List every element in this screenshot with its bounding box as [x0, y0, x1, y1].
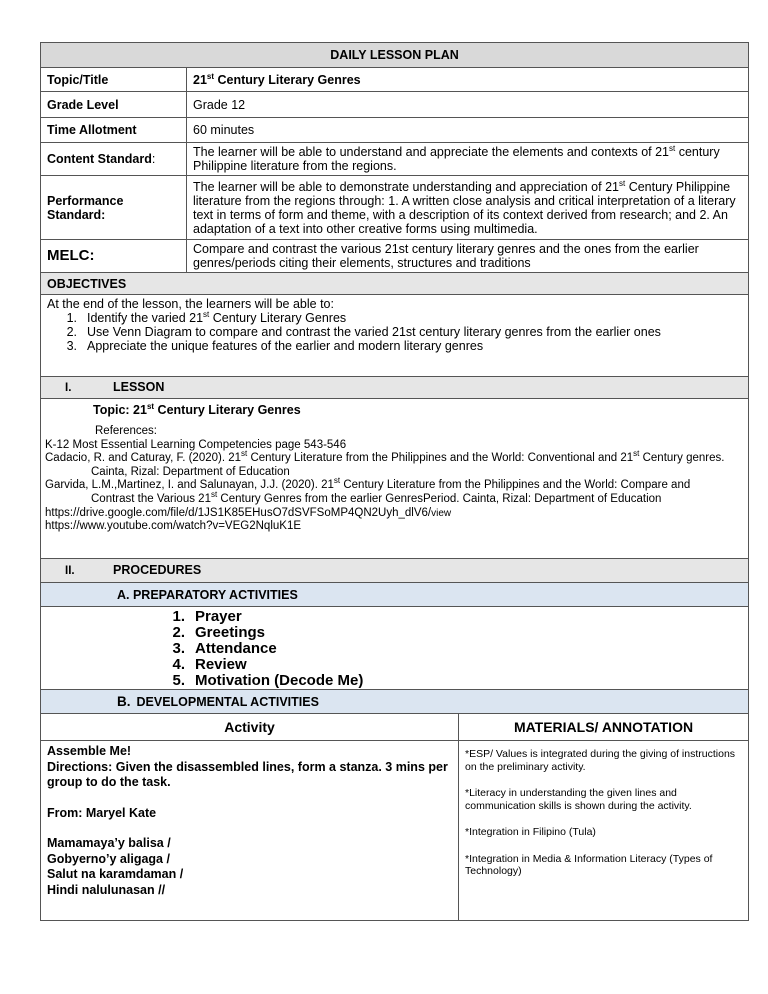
activity-source: From: Maryel Kate — [47, 805, 157, 820]
reference-link-1[interactable]: https://drive.google.com/file/d/1JS1K85EHusO7dSVFSoMP4QN2Uyh_dlV6/view — [45, 506, 452, 519]
objectives-list — [47, 311, 742, 353]
list-item: 5. Motivation (Decode Me) — [172, 672, 364, 689]
topic-label: Topic/Title — [41, 68, 187, 92]
reference-link-2[interactable]: https://www.youtube.com/watch?v=VEG2NqluK1E — [45, 520, 302, 533]
grade-label: Grade Level — [41, 92, 187, 118]
lesson-plan-page — [40, 42, 748, 921]
procedures-heading: II. PROCEDURES — [41, 559, 749, 583]
time-label: Time Allotment — [41, 118, 187, 143]
preparatory-list — [41, 607, 749, 690]
poem-line: Gobyerno’y aligaga / — [47, 851, 170, 866]
activity-title: Assemble Me! — [47, 744, 132, 758]
poem — [47, 836, 452, 898]
page-title: DAILY LESSON PLAN — [41, 43, 749, 68]
lesson-body — [41, 399, 749, 559]
poem-line: Mamamaya’y balisa / — [47, 836, 171, 850]
reference-3: Garvida, L.M.,Martinez, I. and Salunayan, J.J. (2020). 21st Century Literature from the Philippines and the World: Compare and — [45, 476, 691, 492]
activity-column-header: Activity — [41, 714, 459, 741]
references-label: References: — [95, 425, 158, 437]
annotation-cell — [459, 741, 749, 921]
melc-value: Compare and contrast the various 21st century literary genres and the ones from the earlier genres/periods citing their elements, structures and traditions — [187, 240, 749, 273]
objectives-body — [41, 295, 749, 377]
performance-standard-value: The learner will be able to demonstrate understanding and appreciation of 21st Century Philippine literature from the regions through: 1. A written close analysis and critical interpretation of a literary text in terms of form and theme, with a description of its context derived from research; and 2. An adaptation of a text into other creative forms using multimedia. — [187, 176, 749, 240]
lesson-plan-table — [40, 42, 749, 921]
list-item: 2. Greetings — [172, 624, 266, 641]
content-standard-value: The learner will be able to understand and appreciate the elements and contexts of 21st century Philippine literature from the regions. — [187, 143, 749, 176]
reference-2: Cadacio, R. and Caturay, F. (2020). 21st Century Literature from the Philippines and the World: Conventional and 21st Century genres. — [45, 449, 725, 465]
objectives-heading: OBJECTIVES — [41, 273, 749, 295]
materials-column-header: MATERIALS/ ANNOTATION — [459, 714, 749, 741]
annotation-media: *Integration in Media & Information Literacy (Types of Technology) — [465, 852, 713, 877]
poem-line: Hindi nalulunasan // — [47, 882, 166, 897]
lesson-heading: I. LESSON — [41, 377, 749, 399]
time-value: 60 minutes — [187, 118, 749, 143]
preparatory-heading: A. PREPARATORY ACTIVITIES — [41, 583, 749, 607]
activity-directions: Directions: Given the disassembled lines, form a stanza. 3 mins per group to do the task. — [47, 759, 448, 789]
list-item: 4. Review — [172, 656, 247, 673]
lesson-topic: Topic: 21st Century Literary Genres — [93, 401, 301, 417]
melc-label: MELC: — [41, 240, 187, 273]
annotation-literacy: *Literacy in understanding the given lines and communication skills is shown during the activity. — [465, 787, 692, 812]
topic-value: 21st Century Literary Genres — [187, 68, 749, 92]
annotation-filipino: *Integration in Filipino (Tula) — [465, 826, 596, 838]
objectives-intro: At the end of the lesson, the learners will be able to: — [47, 297, 334, 311]
list-item: 3. Appreciate the unique features of the earlier and modern literary genres — [66, 339, 484, 353]
list-item: 2. Use Venn Diagram to compare and contrast the varied 21st century literary genres from the earlier ones — [66, 325, 661, 339]
reference-1: K-12 Most Essential Learning Competencies page 543-546 — [45, 438, 347, 451]
grade-value: Grade 12 — [187, 92, 749, 118]
reference-3-cont: Contrast the Various 21st Century Genres from the earlier GenresPeriod. Cainta, Rizal: Department of Education — [91, 490, 662, 505]
poem-line: Salut na karamdaman / — [47, 867, 184, 881]
content-standard-label: Content Standard: — [41, 143, 187, 176]
list-item: 3. Attendance — [172, 640, 277, 657]
developmental-heading: B. DEVELOPMENTAL ACTIVITIES — [41, 690, 749, 714]
activity-cell — [41, 741, 459, 921]
list-item: 1. Prayer — [172, 608, 242, 625]
list-item: 1. Identify the varied 21st Century Literary Genres — [66, 309, 347, 325]
reference-2-cont: Cainta, Rizal: Department of Education — [91, 465, 290, 478]
annotation-esp: *ESP/ Values is integrated during the giving of instructions on the preliminary activity. — [465, 748, 736, 773]
performance-standard-label: Performance Standard: — [41, 176, 187, 240]
